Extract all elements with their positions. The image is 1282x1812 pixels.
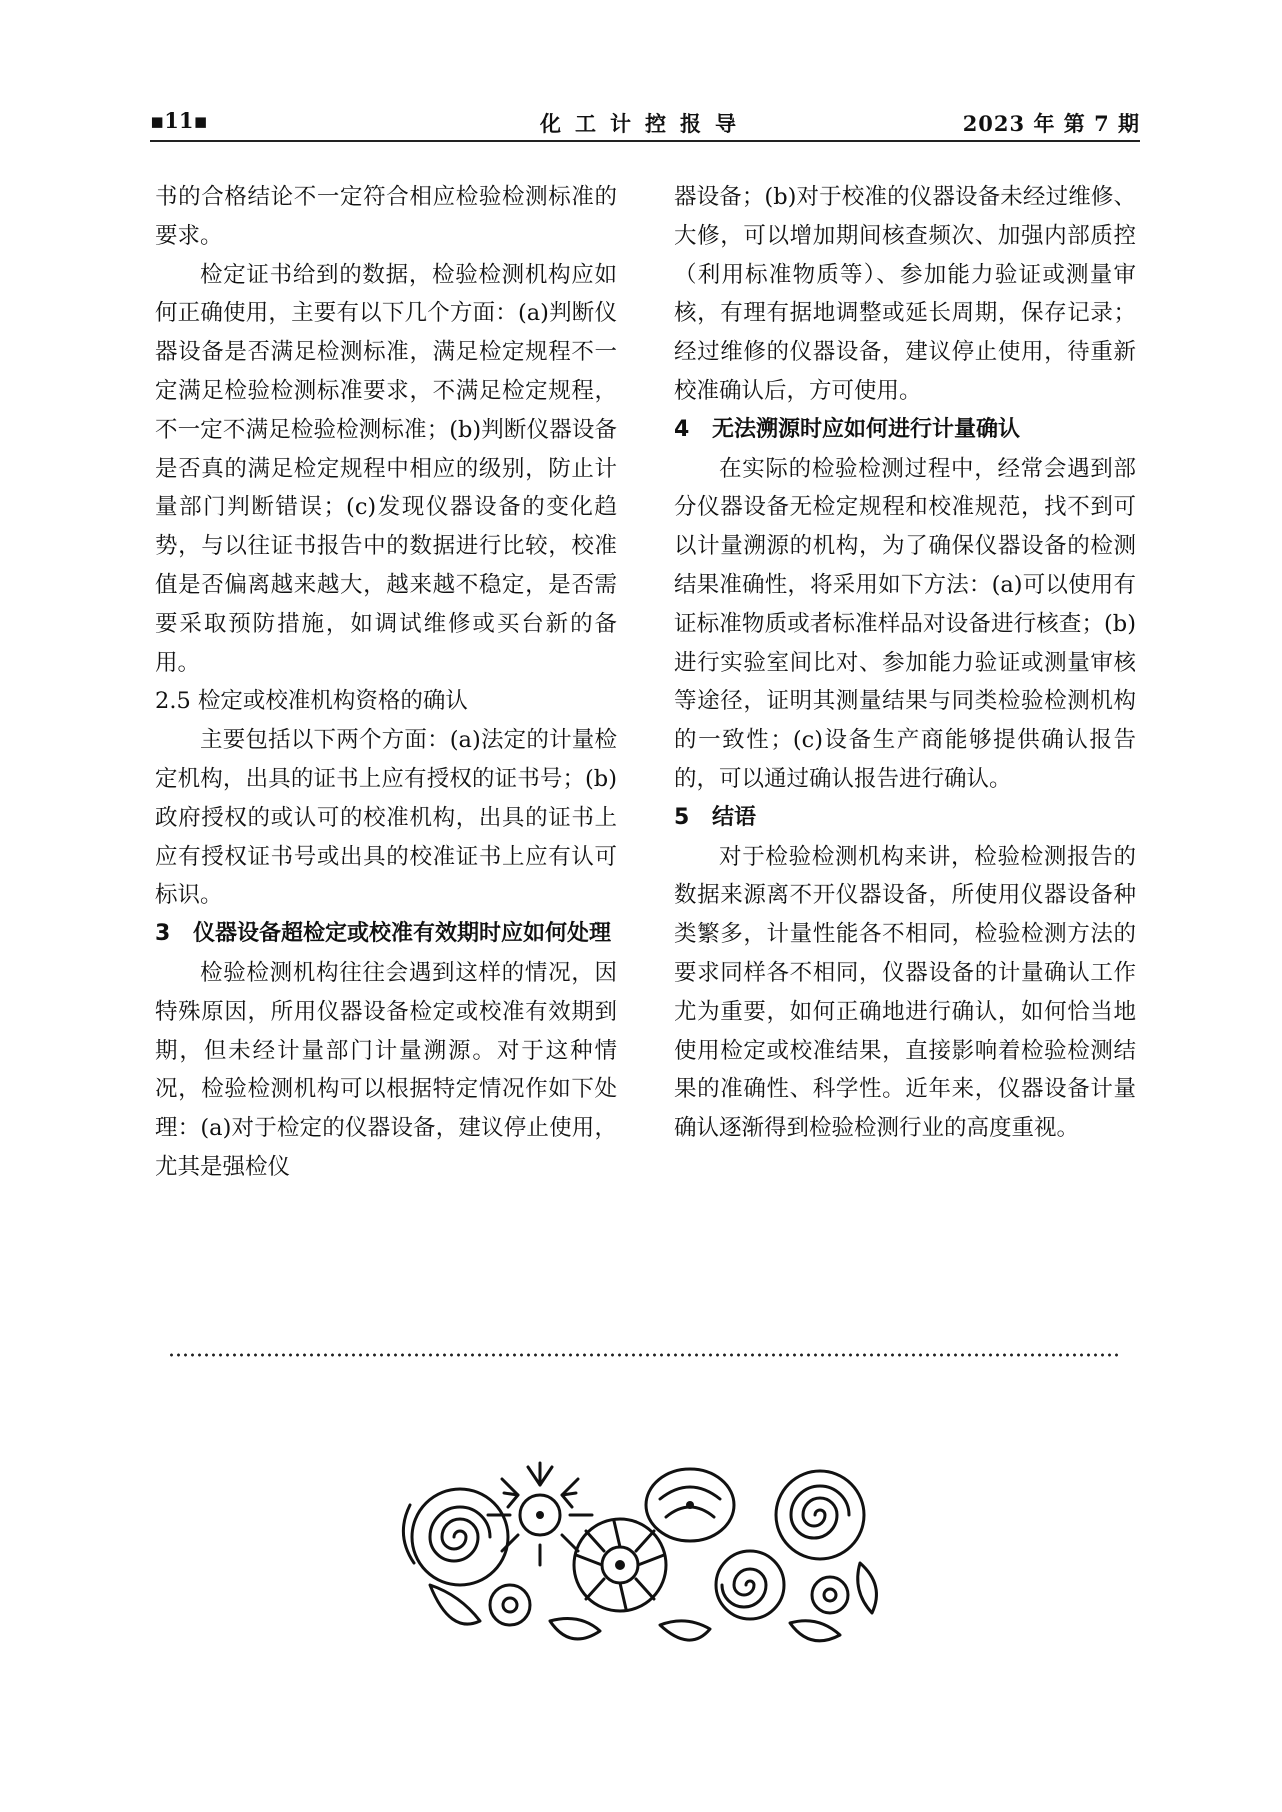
journal-title: 化工计控报导 [540, 111, 750, 136]
section-heading-3 [155, 915, 617, 954]
section-title: 结语 [712, 804, 757, 830]
paragraph: 主要包括以下两个方面：(a)法定的计量检定机构，出具的证书上应有授权的证书号；(b)政府授权的或认可的校准机构，出具的证书上应有授权证书号或出具的校准证书上应有认可标识。 [155, 727, 617, 909]
section-number: 3 [155, 921, 171, 947]
paragraph: 书的合格结论不一定符合相应检验检测标准的要求。 [155, 184, 617, 249]
section-heading-5 [674, 799, 1136, 838]
paragraph: 器设备；(b)对于校准的仪器设备未经过维修、大修，可以增加期间核查频次、加强内部质控（利用标准物质等）、参加能力验证或测量审核，有理有据地调整或延长周期，保存记录；经过维修的仪器设备，建议停止使用，待重新校准确认后，方可使用。 [674, 184, 1136, 404]
section-number: 4 [674, 416, 690, 442]
header-rule [150, 140, 1140, 142]
paragraph: 检验检测机构往往会遇到这样的情况，因特殊原因，所用仪器设备检定或校准有效期到期，但未经计量部门计量溯源。对于这种情况，检验检测机构可以根据特定情况作如下处理：(a)对于检定的仪器设备，建议停止使用，尤其是强检仪 [155, 959, 617, 1180]
section-number: 5 [674, 804, 690, 830]
issue-label: 2023 年 第 7 期 [962, 111, 1140, 136]
dotted-separator [168, 1352, 1122, 1358]
paragraph: 对于检验检测机构来讲，检验检测报告的数据来源离不开仪器设备，所使用仪器设备种类繁多，计量性能各不相同，检验检测方法的要求同样各不相同，仪器设备的计量确认工作尤为重要，如何正确地进行确认，如何恰当地使用检定或校准结果，直接影响着检验检测结果的准确性、科学性。近年来，仪器设备计量确认逐渐得到检验检测行业的高度重视。 [674, 843, 1136, 1142]
paragraph: 在实际的检验检测过程中，经常会遇到部分仪器设备无检定规程和校准规范，找不到可以计量溯源的机构，为了确保仪器设备的检测结果准确性，将采用如下方法：(a)可以使用有证标准物质或者标准样品对设备进行核查；(b)进行实验室间比对、参加能力验证或测量审核等途径，证明其测量结果与同类检验检测机构的一致性；(c)设备生产商能够提供确认报告的，可以通过确认报告进行确认。 [674, 455, 1136, 792]
flower-ornament-icon [390, 1445, 890, 1655]
page-header [150, 108, 1140, 138]
paragraph: 检定证书给到的数据，检验检测机构应如何正确使用，主要有以下几个方面：(a)判断仪器设备是否满足检测标准，满足检定规程不一定满足检验检测标准要求，不满足检定规程，不一定不满足检验检测标准；(b)判断仪器设备是否真的满足检定规程中相应的级别，防止计量部门判断错误；(c)发现仪器设备的变化趋势，与以往证书报告中的数据进行比较，校准值是否偏离越来越大，越来越不稳定，是否需要采取预防措施，如调试维修或买台新的备用。 [155, 261, 617, 676]
section-title: 无法溯源时应如何进行计量确认 [712, 416, 1021, 442]
page-number: ▪11▪ [150, 108, 208, 133]
section-heading-4 [674, 411, 1136, 450]
right-column [674, 178, 1136, 1148]
subsection-heading-2-5: 2.5 检定或校准机构资格的确认 [155, 688, 468, 715]
section-title: 仪器设备超检定或校准有效期时应如何处理 [193, 921, 612, 947]
left-column [155, 178, 617, 1187]
